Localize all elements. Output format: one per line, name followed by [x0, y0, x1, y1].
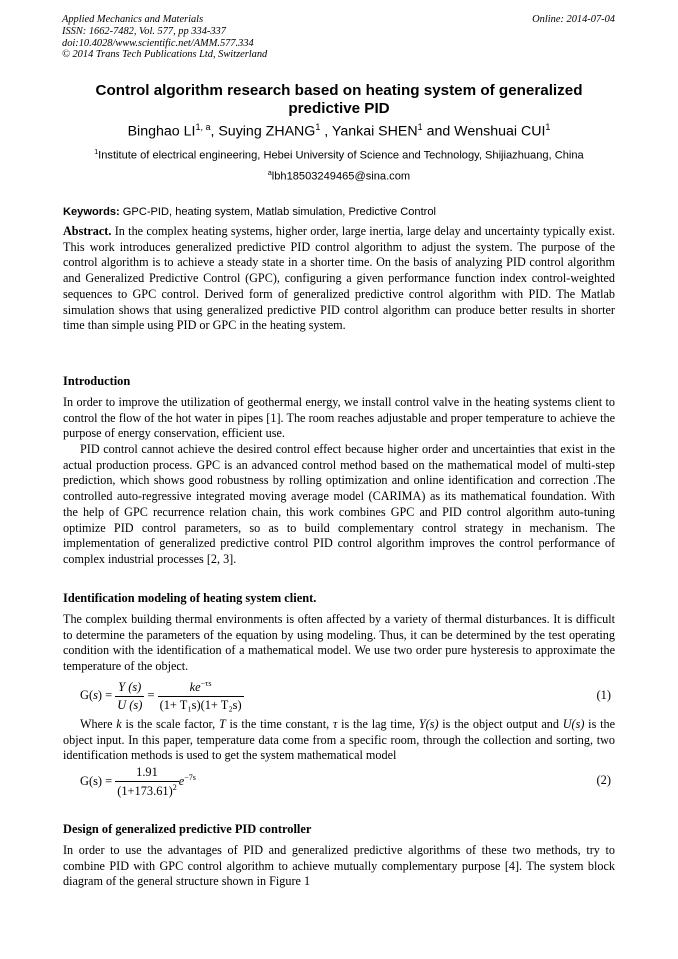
author-name: , Yankai SHEN: [320, 123, 418, 140]
abstract-label: Abstract.: [63, 224, 112, 238]
equation-2-number: (2): [596, 773, 611, 787]
math-var: Y(s): [418, 717, 439, 731]
text-run: Where: [80, 717, 117, 731]
journal-header: [62, 14, 422, 61]
equation-2: [80, 765, 196, 799]
identification-paragraph-1: The complex building thermal environments is often affected by a variety of thermal disturbances. It is difficult to determine the parameters of the equation by using modeling. Thus, it can be determined by the test operating condition with the identification of a mathematical model. We use two order pure hysteresis to approximate the temperature of the object.: [63, 612, 615, 674]
affiliation: [50, 149, 628, 162]
eq2-exponent: −7s: [184, 772, 196, 782]
keywords-label: Keywords:: [63, 206, 120, 218]
section-heading-introduction: Introduction: [63, 374, 131, 388]
journal-issn: ISSN: 1662-7482, Vol. 577, pp 334-337: [62, 25, 226, 37]
identification-paragraph-2: [63, 717, 615, 764]
equation-1: [80, 679, 244, 713]
text-run: is the object input. In this paper, temperature data come from a specific room, through the collection and sorting, two identification methods is used to get the system mathematical model: [63, 717, 615, 763]
eq1-f2-denominator: (1+ T₁s)(1+ T₂s): [159, 698, 242, 713]
keywords-text: GPC-PID, heating system, Matlab simulation, Predictive Control: [119, 206, 437, 218]
author-affil-sup: 1: [417, 122, 423, 132]
author-name: , Suying ZHANG: [210, 123, 316, 140]
eq2-den-text: (1+173.61): [117, 784, 173, 799]
eq1-f1-numerator: Y (s): [115, 680, 144, 697]
eq1-lhs-close: ) =: [97, 687, 113, 702]
section-heading-identification: Identification modeling of heating system client.: [63, 591, 317, 605]
math-var: U(s): [562, 717, 585, 731]
affiliation-sup: 1: [94, 149, 99, 156]
intro-paragraph-2: PID control cannot achieve the desired control effect because higher order and uncertainties that exist in the actual production process. GPC is an advanced control method based on the mathematical model of multi-step prediction, which shows good robustness by rolling optimization and online identification and correction .The controlled auto-regressive integrated moving average model (CARIMA) as its mathematical foundation. With the help of GPC recurrence relation chain, this work combines GPC and PID control algorithm auto-tuning optimize PID control parameters, so as to build complementary control strategy in mechanism. The implementation of generalized predictive control PID control algorithm improves the control performance of complex industrial processes [2, 3].: [63, 442, 615, 566]
author-email: [50, 170, 628, 183]
author-affil-sup: 1, a: [195, 122, 211, 132]
online-date: Online: 2014-07-04: [532, 14, 615, 25]
eq1-equals: =: [147, 687, 155, 702]
author-affil-sup: 1: [315, 122, 321, 132]
eq1-lhs-var: s: [93, 687, 98, 702]
abstract: [63, 224, 615, 334]
journal-copyright: © 2014 Trans Tech Publications Ltd, Switzerland: [62, 49, 268, 61]
eq2-exp-base: e: [178, 773, 185, 788]
design-paragraph-1: In order to use the advantages of PID and generalized predictive algorithms of these two methods, try to combine PID with GPC control algorithm to achieve mutually complementary purpose [4]. The system block diagram of the general structure shown in Figure 1: [63, 843, 615, 889]
affiliation-text: Institute of electrical engineering, Hebei University of Science and Technology, Shijiazhuang, China: [98, 149, 584, 162]
eq1-lhs: G(: [80, 687, 94, 702]
section-heading-design: Design of generalized predictive PID controller: [63, 822, 312, 836]
eq1-fraction-1: [115, 680, 144, 713]
eq2-lhs: G(s) =: [80, 773, 113, 788]
math-var: T: [218, 717, 226, 731]
math-var: k: [116, 717, 122, 731]
journal-name: Applied Mechanics and Materials: [62, 14, 204, 25]
eq1-f2-numerator: [158, 679, 244, 697]
eq1-fraction-2: [158, 679, 244, 713]
email-sup: a: [267, 170, 272, 177]
text-run: is the scale factor,: [121, 717, 219, 731]
eq1-f1-denominator: U (s): [117, 697, 143, 712]
text-run: is the lag time,: [337, 717, 419, 731]
equation-1-number: (1): [596, 688, 611, 702]
author-list: [40, 122, 638, 140]
abstract-text: In the complex heating systems, higher order, large inertia, large delay and uncertainty typically exist. This work introduces generalized predictive PID control algorithm to adjust the system. The purpose of the control algorithm is to achieve a steady state in a shorter time. On the basis of analyzing PID control algorithm and Generalized Predictive Control (GPC), configuring a given performance function index control-weighted sequences to GPC control. Derived form of generalized predictive control algorithm with PID. The Matlab simulation shows that using generalized predictive PID control algorithm can produce better results in shorter time than simple using PID or GPC in the heating system.: [63, 224, 615, 333]
paper-title: Control algorithm research based on heating system of generalized predictive PID: [95, 82, 583, 117]
eq2-fraction: [115, 765, 179, 799]
journal-doi[interactable]: doi:10.4028/www.scientific.net/AMM.577.334: [62, 37, 254, 49]
author-name: and Wenshuai CUI: [422, 123, 546, 140]
author-affil-sup: 1: [545, 122, 551, 132]
text-run: is the time constant,: [225, 717, 333, 731]
eq1-f2-exponent: −τs: [200, 679, 212, 688]
eq2-den-exponent: 2: [172, 783, 177, 792]
email-text[interactable]: lbh18503249465@sina.com: [271, 170, 411, 183]
eq2-numerator: 1.91: [115, 765, 179, 782]
text-run: is the object output and: [438, 717, 563, 731]
intro-paragraph-1: In order to improve the utilization of geothermal energy, we install control valve in the heating systems client to control the flow of the hot water in pipes [1]. The room reaches adjustable and proper temperature to achieve the purpose of energy conservation, efficient use.: [63, 395, 615, 441]
eq2-denominator: [115, 782, 179, 799]
author-name: Binghao LI: [127, 123, 196, 140]
keywords: [63, 206, 615, 218]
eq1-f2-k: ke: [189, 680, 201, 695]
math-var: τ: [332, 717, 338, 731]
